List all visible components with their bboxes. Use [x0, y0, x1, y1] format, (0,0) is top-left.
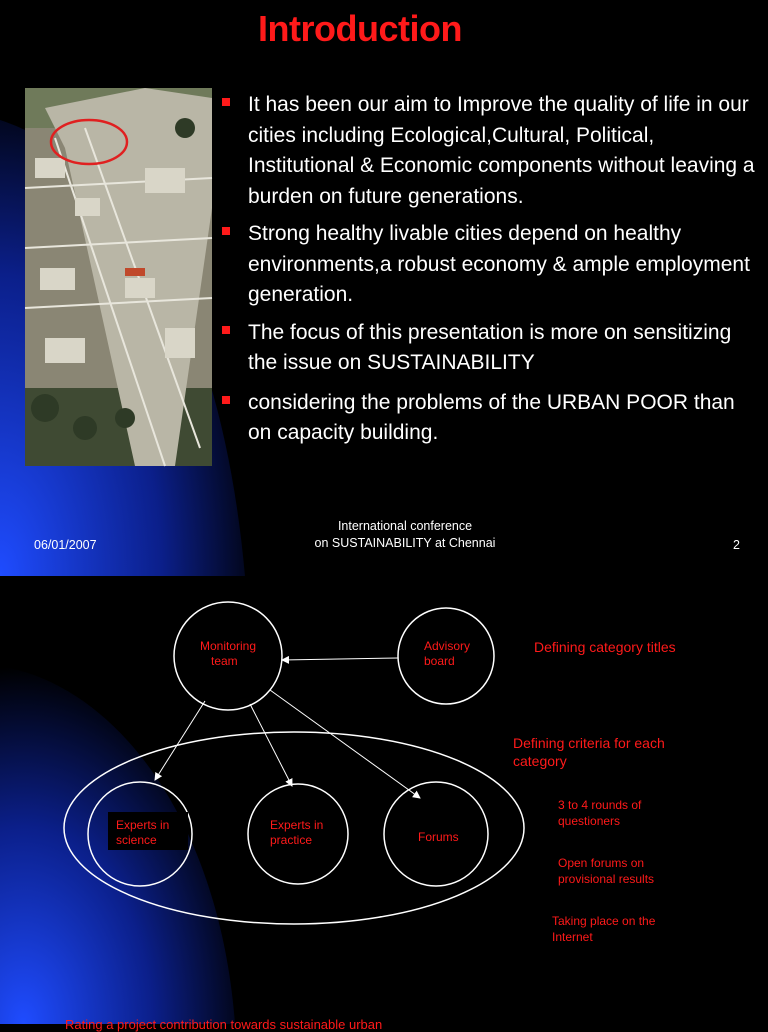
practice-label-line1: Experts in [270, 818, 324, 832]
label-internet: Taking place on the Internet [552, 914, 656, 944]
bottom-banner [0, 1008, 768, 1032]
arrow-monitoring-to-forums [270, 690, 420, 798]
bullet-item: It has been our aim to Improve the quality of life in our cities including Ecological,Cultural, Political, Institutional & Economic components without leaving a burden on future generations. [218, 90, 763, 212]
footer-conference-line2: on SUSTAINABILITY at Chennai [314, 536, 496, 550]
bullet-marker [222, 227, 230, 235]
label-open-forums: Open forums on provisional results [558, 856, 655, 886]
arrow-advisory-to-monitoring [282, 658, 398, 660]
forums-label: Forums [418, 830, 459, 844]
label-rounds: 3 to 4 rounds of questioners [558, 798, 642, 828]
practice-label-line2: practice [270, 833, 313, 847]
bullet-item: Strong healthy livable cities depend on healthy environments,a robust economy & ample employment generation. [218, 219, 763, 311]
arrow-monitoring-to-practice [250, 704, 292, 786]
bullet-list [218, 90, 763, 449]
advisory-label-line1: Advisory [424, 639, 471, 653]
bullet-item: considering the problems of the URBAN POOR than on capacity building. [218, 388, 763, 449]
bullet-marker [222, 98, 230, 106]
label-criteria: Defining criteria for each category [513, 735, 665, 769]
science-label-line1: Experts in [116, 818, 170, 832]
label-category-titles: Defining category titles [534, 639, 676, 655]
advisory-label-line2: board [424, 654, 455, 668]
bullet-marker [222, 396, 230, 404]
bullet-marker [222, 326, 230, 334]
page-number: 2 [733, 538, 740, 552]
science-label-line2: science [116, 833, 157, 847]
monitoring-label-line2: team [211, 654, 238, 668]
bullet-item: The focus of this presentation is more on sensitizing the issue on SUSTAINABILITY [218, 318, 763, 379]
footer-date: 06/01/2007 [34, 538, 97, 552]
slide-diagram [0, 576, 768, 1032]
bottom-banner-text: Rating a project contribution towards sustainable urban [65, 1017, 383, 1032]
monitoring-label-line1: Monitoring [200, 639, 257, 653]
footer-conference-line1: International conference [337, 519, 473, 533]
footer-conference [290, 518, 520, 552]
aerial-city-photo [25, 88, 212, 466]
slide-title: Introduction [258, 8, 462, 49]
